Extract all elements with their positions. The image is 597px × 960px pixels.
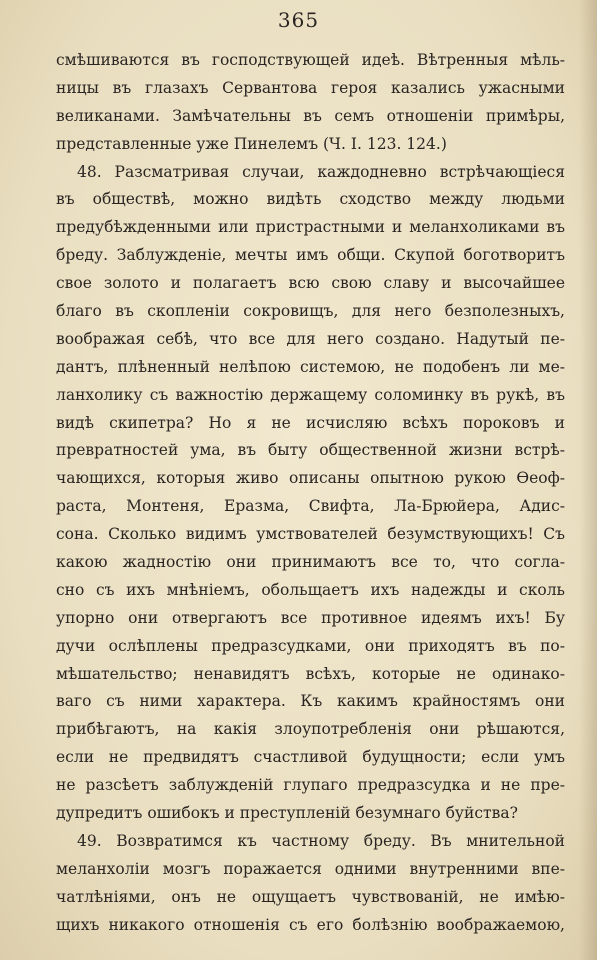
- text-line: ланхолику съ важностію держащему соломинку въ рукѣ, въ: [56, 385, 565, 404]
- text-line: не разсѣетъ заблужденій глупаго предразсудка и не пре-: [56, 776, 565, 795]
- text-line: воображая себѣ, что все для него создано. Надутый пе-: [56, 329, 565, 348]
- text-line: чатлѣніями, онъ не ощущаетъ чувствованій, не имѣю-: [56, 887, 565, 906]
- text-line: превратностей ума, въ быту общественной жизни встрѣ-: [56, 441, 565, 460]
- text-line: дантъ, плѣненный нелѣпою системою, не подобенъ ли ме-: [56, 357, 565, 376]
- text-line: дучи ослѣплены предразсудками, они приходятъ въ по-: [56, 636, 565, 655]
- text-line: предубѣжденными или пристрастными и меланхоликами въ: [56, 218, 565, 237]
- text-line: въ обществѣ, можно видѣть сходство между людьми: [56, 190, 565, 209]
- text-line: бреду. Заблужденіе, мечты имъ общи. Скупой боготворитъ: [56, 246, 565, 265]
- text-line: видѣ скипетра? Но я не исчисляю всѣхъ пороковъ и: [56, 413, 565, 432]
- body-text: [56, 47, 565, 940]
- text-line: благо въ скопленіи сокровищъ, для него безполезныхъ,: [56, 302, 565, 321]
- text-line: сона. Сколько видимъ умствователей безумствующихъ! Съ: [56, 525, 565, 544]
- text-line: чающихся, которыя живо описаны опытною рукою Ѳеоф-: [56, 469, 565, 488]
- text-line: свое золото и полагаетъ всю свою славу и высочайшее: [56, 274, 565, 293]
- paragraph-49-first-line: 49. Возвратимся къ частному бреду. Въ мнительной: [77, 831, 565, 850]
- text-line: раста, Монтеня, Еразма, Свифта, Ла-Брюйера, Адис-: [56, 497, 565, 516]
- text-line: сно съ ихъ мнѣніемъ, обольщаетъ ихъ надежды и сколь: [56, 580, 565, 599]
- text-line: мѣшательство; ненавидятъ всѣхъ, которые не одинако-: [56, 664, 565, 683]
- text-line: дупредитъ ошибокъ и преступленій безумнаго буйства?: [56, 804, 518, 823]
- text-line: какою жадностію они принимаютъ все то, что согла-: [56, 553, 565, 572]
- text-line: представленные уже Пинелемъ (Ч. I. 123. 124.): [56, 134, 447, 153]
- text-line: смѣшиваются въ господствующей идеѣ. Вѣтренныя мѣль-: [56, 51, 565, 69]
- text-line: упорно они отвергаютъ все противное идеямъ ихъ! Бу: [56, 608, 565, 627]
- page-number: 365: [277, 8, 320, 32]
- text-line: ницы въ глазахъ Сервантова героя казались ужасными: [56, 78, 565, 97]
- text-line: великанами. Замѣчательны въ семъ отношеніи примѣры,: [56, 106, 565, 125]
- page-edge-shadow: [579, 0, 597, 960]
- text-line: меланхоліи мозгъ поражается одними внутренними впе-: [56, 859, 565, 878]
- text-line: ваго съ ними характера. Къ какимъ крайностямъ они: [56, 692, 565, 711]
- paragraph-48-first-line: 48. Разсматривая случаи, каждодневно встрѣчающіеся: [77, 162, 565, 181]
- text-line: прибѣгаютъ, на какія злоупотребленія они рѣшаются,: [56, 720, 565, 739]
- text-line: щихъ никакого отношенія съ его болѣзнію воображаемою,: [56, 915, 565, 934]
- text-line: если не предвидятъ счастливой будущности; если умъ: [56, 748, 565, 767]
